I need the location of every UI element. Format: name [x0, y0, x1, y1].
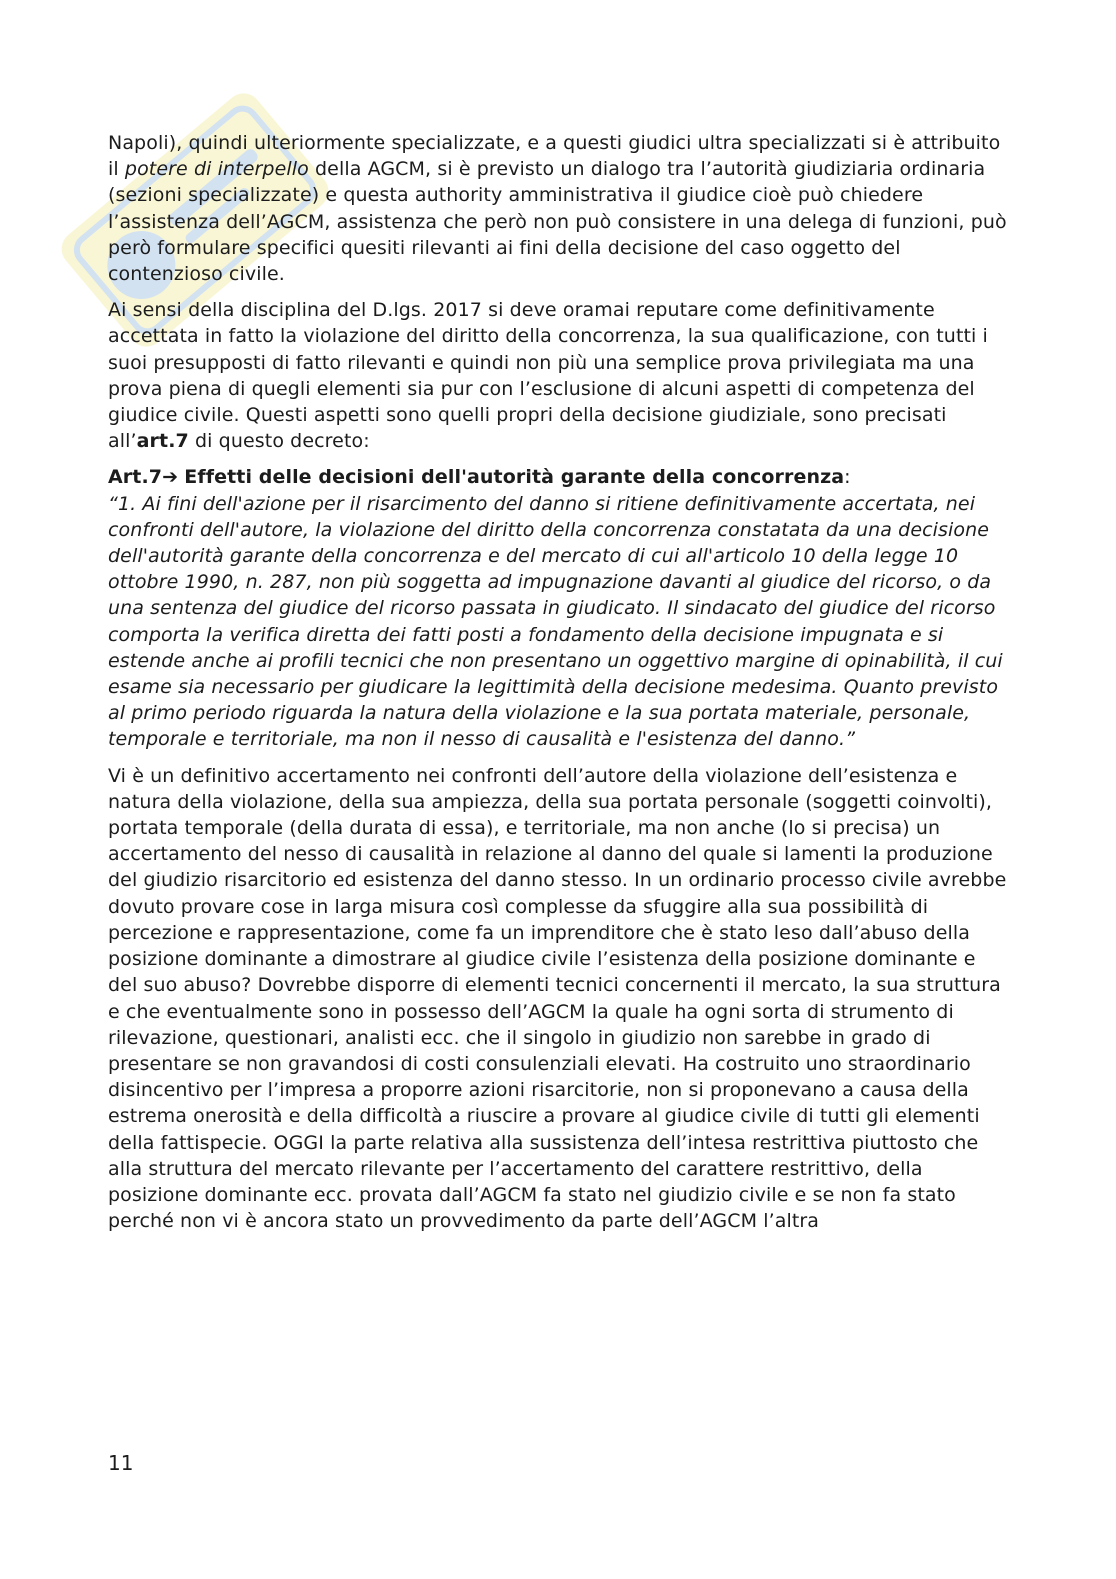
article-label: Art.7 — [108, 466, 163, 489]
paragraph-dlgs — [108, 297, 1008, 454]
article-title: Effetti delle decisioni dell'autorità garante della concorrenza — [184, 466, 845, 489]
page-number: 11 — [108, 1451, 134, 1475]
italic-term: potere di interpello — [124, 158, 309, 181]
arrow-icon: ➔ — [162, 466, 179, 489]
text-span: Ai sensi della disciplina del D.lgs. 2017 si deve oramai reputare come definitivamente accettata in fatto la violazione del diritto della concorrenza, la sua qualificazione, con tutti i suoi presupposti di fatto rilevanti e quindi non più una semplice prova privilegiata ma una prova piena di quegli elementi sia pur con l’esclusione di alcuni aspetti di competenza del giudice civile. Questi aspetti sono quelli propri della decisione giudiziale, sono precisati all’ — [108, 299, 988, 453]
text-span: Napoli), quindi ulteriormente specializzate, e a questi giudici ultra specializzati si è attribuito il — [108, 132, 1001, 181]
article-reference: art.7 — [136, 430, 189, 453]
paragraph-intro — [108, 130, 1008, 287]
article-block — [108, 464, 1008, 752]
text-span: della AGCM, si è previsto un dialogo tra l’autorità giudiziaria ordinaria (sezioni specializzate) e questa authority amministrativa il giudice cioè può chiedere l’assistenza dell’AGCM, assistenza che però non può consistere in una delega di funzioni, può però formulare specifici quesiti rilevanti ai fini della decisione del caso oggetto del contenzioso civile. — [108, 158, 1007, 286]
text-span: Vi è un definitivo accertamento nei confronti dell’autore della violazione dell’esistenza e natura della violazione, della sua ampiezza, della sua portata personale (soggetti coinvolti), portata temporale (della durata di essa), e territoriale, ma non anche (lo si precisa) un accertamento del nesso di causalità in relazione al danno del quale si lamenti la produzione del giudizio risarcitorio ed esistenza del danno stesso. In un ordinario processo civile avrebbe dovuto provare cose in larga misura così complesse da sfuggire alla sua possibilità di percezione e rappresentazione, come fa un imprenditore che è stato leso dall’abuso della posizione dominante a dimostrare al giudice civile l’esistenza della posizione dominante e del suo abuso? Dovrebbe disporre di elementi tecnici concernenti il mercato, la sua struttura e che eventualmente sono in possesso dell’AGCM la quale ha ogni sorta di strumento di rilevazione, questionari, analisti ecc. che il singolo in giudizio non sarebbe in grado di presentare se non gravandosi di costi consulenziali elevati. Ha costruito uno straordinario disincentivo per l’impresa a proporre azioni risarcitorie, non si proponevano a causa della estrema onerosità e della difficoltà a riuscire a provare al giudice civile di tutti gli elementi della fattispecie. OGGI la parte relativa alla sussistenza dell’intesa restrittiva piuttosto che alla struttura del mercato rilevante per l’accertamento del carattere restrittivo, della posizione dominante ecc. provata dall’AGCM fa stato nel giudizio civile e se non fa stato perché non vi è ancora stato un provvedimento da parte dell’AGCM l’altra — [108, 764, 1007, 1233]
article-quote: “1. Ai fini dell'azione per il risarcimento del danno si ritiene definitivamente accertata, nei confronti dell'autore, la violazione del diritto della concorrenza constatata da una decisione dell'autorità garante della concorrenza e del mercato di cui all'articolo 10 della legge 10 ottobre 1990, n. 287, non più soggetta ad impugnazione davanti al giudice del ricorso, o da una sentenza del giudice del ricorso passata in giudicato. Il sindacato del giudice del ricorso comporta la verifica diretta dei fatti posti a fondamento della decisione impugnata e si estende anche ai profili tecnici che non presentano un oggettivo margine di opinabilità, il cui esame sia necessario per giudicare la legittimità della decisione medesima. Quanto previsto al primo periodo riguarda la natura della violazione e la sua portata materiale, personale, temporale e territoriale, ma non il nesso di causalità e l'esistenza del danno.” — [108, 492, 1003, 751]
article-colon: : — [844, 466, 851, 489]
document-body — [108, 130, 1008, 1244]
paragraph-accertamento — [108, 763, 1008, 1235]
text-span: di questo decreto: — [188, 430, 370, 453]
